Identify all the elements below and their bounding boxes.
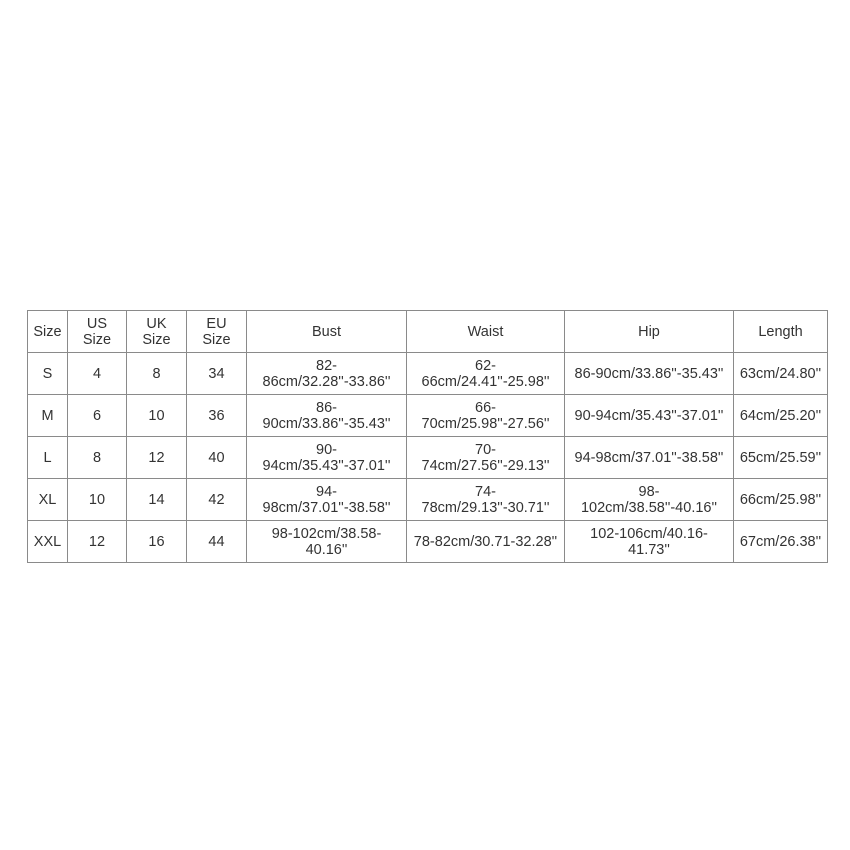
header-size: Size xyxy=(28,311,68,353)
hip-cell: 86-90cm/33.86''-35.43'' xyxy=(565,353,734,395)
hip-cell: 102-106cm/40.16- 41.73'' xyxy=(565,521,734,563)
us-size-cell: 10 xyxy=(68,479,127,521)
waist-cell: 66- 70cm/25.98''-27.56'' xyxy=(407,395,565,437)
header-us-size: US Size xyxy=(68,311,127,353)
header-hip: Hip xyxy=(565,311,734,353)
table-row xyxy=(28,521,828,563)
hip-cell: 90-94cm/35.43''-37.01'' xyxy=(565,395,734,437)
length-cell: 64cm/25.20'' xyxy=(734,395,828,437)
us-size-cell: 6 xyxy=(68,395,127,437)
eu-size-cell: 42 xyxy=(187,479,247,521)
uk-size-cell: 16 xyxy=(127,521,187,563)
hip-cell: 98- 102cm/38.58''-40.16'' xyxy=(565,479,734,521)
eu-size-cell: 44 xyxy=(187,521,247,563)
waist-cell: 78-82cm/30.71-32.28'' xyxy=(407,521,565,563)
header-bust: Bust xyxy=(247,311,407,353)
size-chart-table xyxy=(27,310,828,563)
waist-cell: 62- 66cm/24.41''-25.98'' xyxy=(407,353,565,395)
header-uk-size: UK Size xyxy=(127,311,187,353)
size-cell: M xyxy=(28,395,68,437)
bust-cell: 86- 90cm/33.86''-35.43'' xyxy=(247,395,407,437)
header-eu-size: EU Size xyxy=(187,311,247,353)
bust-cell: 94- 98cm/37.01''-38.58'' xyxy=(247,479,407,521)
length-cell: 65cm/25.59'' xyxy=(734,437,828,479)
table-body xyxy=(28,353,828,563)
size-cell: XXL xyxy=(28,521,68,563)
eu-size-cell: 40 xyxy=(187,437,247,479)
size-cell: S xyxy=(28,353,68,395)
table-header-row xyxy=(28,311,828,353)
us-size-cell: 4 xyxy=(68,353,127,395)
hip-cell: 94-98cm/37.01''-38.58'' xyxy=(565,437,734,479)
eu-size-cell: 36 xyxy=(187,395,247,437)
length-cell: 67cm/26.38'' xyxy=(734,521,828,563)
us-size-cell: 8 xyxy=(68,437,127,479)
bust-cell: 82- 86cm/32.28''-33.86'' xyxy=(247,353,407,395)
bust-cell: 90- 94cm/35.43''-37.01'' xyxy=(247,437,407,479)
eu-size-cell: 34 xyxy=(187,353,247,395)
us-size-cell: 12 xyxy=(68,521,127,563)
size-cell: L xyxy=(28,437,68,479)
table-row xyxy=(28,479,828,521)
table-row xyxy=(28,353,828,395)
uk-size-cell: 8 xyxy=(127,353,187,395)
header-length: Length xyxy=(734,311,828,353)
length-cell: 66cm/25.98'' xyxy=(734,479,828,521)
waist-cell: 74- 78cm/29.13''-30.71'' xyxy=(407,479,565,521)
bust-cell: 98-102cm/38.58- 40.16'' xyxy=(247,521,407,563)
table-row xyxy=(28,437,828,479)
size-cell: XL xyxy=(28,479,68,521)
waist-cell: 70- 74cm/27.56''-29.13'' xyxy=(407,437,565,479)
uk-size-cell: 14 xyxy=(127,479,187,521)
header-waist: Waist xyxy=(407,311,565,353)
uk-size-cell: 12 xyxy=(127,437,187,479)
uk-size-cell: 10 xyxy=(127,395,187,437)
length-cell: 63cm/24.80'' xyxy=(734,353,828,395)
table-row xyxy=(28,395,828,437)
